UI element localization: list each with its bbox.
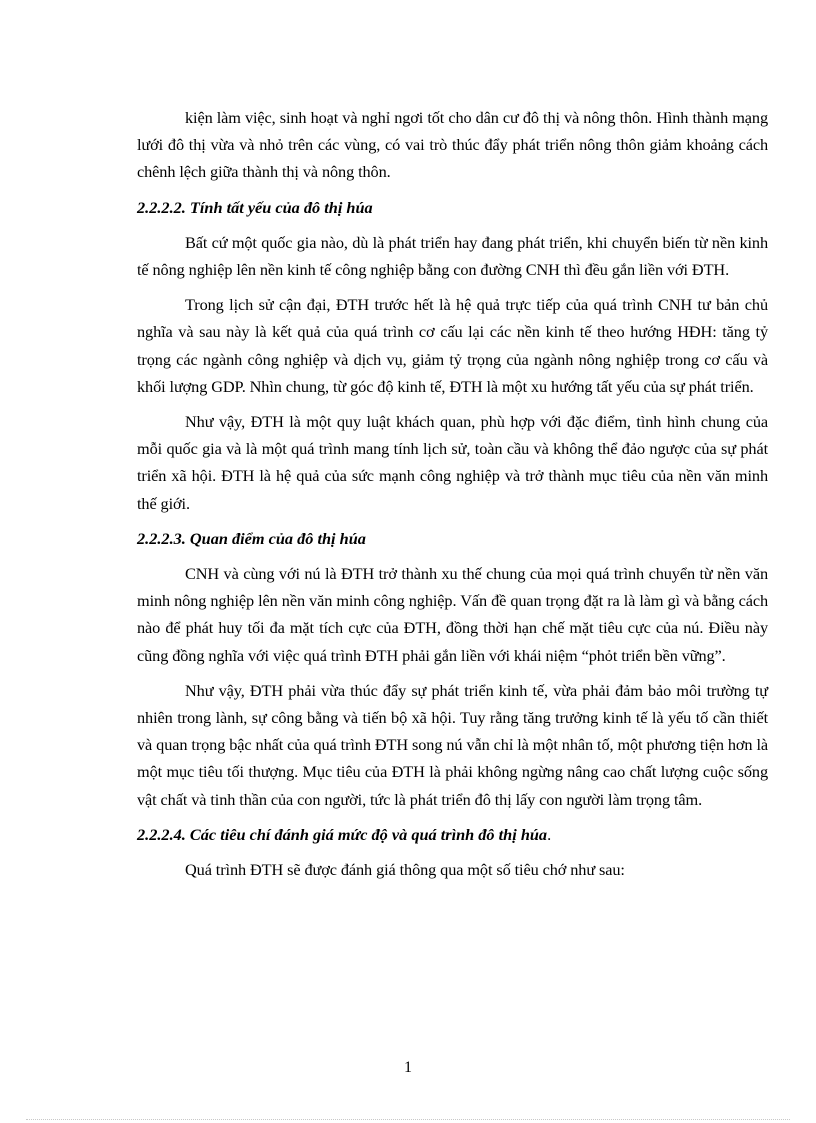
page-content	[137, 104, 768, 891]
paragraph-2: Bất cứ một quốc gia nào, dù là phát triển hay đang phát triển, khi chuyển biến từ nền kinh tế nông nghiệp lên nền kinh tế công nghiệp bằng con đường CNH thì đều gắn liền với ĐTH.	[137, 232, 768, 280]
paragraph-5: CNH và cùng với nú là ĐTH trở thành xu thế chung của mọi quá trình chuyển từ nền văn minh nông nghiệp lên nền văn minh công nghiệp. Vấn đề quan trọng đặt ra là làm gì và bằng cách nào để phát huy tối đa mặt tích cực của ĐTH, đồng thời hạn chế mặt tiêu cực của nú. Điều này cũng đồng nghĩa với việc quá trình ĐTH phải gắn liền với khái niệm “phỏt triển bền vững”.	[137, 564, 768, 665]
paragraph-3: Trong lịch sử cận đại, ĐTH trước hết là hệ quả trực tiếp của quá trình CNH tư bản chủ nghĩa và sau này là kết quả của quá trình cơ cấu lại các nền kinh tế theo hướng HĐH: tăng tỷ trọng các ngành công nghiệp và dịch vụ, giảm tỷ trọng của ngành nông nghiệp trong cơ cấu và khối lượng GDP. Nhìn chung, từ góc độ kinh tế, ĐTH là một xu hướng tất yếu của sự phát triển.	[137, 295, 768, 396]
page-number: 1	[404, 1059, 412, 1076]
paragraph-4: Như vậy, ĐTH là một quy luật khách quan, phù hợp với đặc điểm, tình hình chung của mỗi quốc gia và là một quá trình mang tính lịch sử, toàn cầu và không thể đảo ngược của sự phát triển xã hội. ĐTH là hệ quả của sức mạnh công nghiệp và trở thành mục tiêu của nền văn minh thế giới.	[137, 412, 768, 513]
heading-2-2-2-4-text: 2.2.2.4. Các tiêu chí đánh giá mức độ và quá trình đô thị húa	[137, 824, 548, 844]
heading-2-2-2-4-period: .	[547, 824, 552, 844]
paragraph-7: Quá trình ĐTH sẽ được đánh giá thông qua một số tiêu chớ như sau:	[185, 860, 625, 880]
paragraph-1: kiện làm việc, sinh hoạt và nghỉ ngơi tốt cho dân cư đô thị và nông thôn. Hình thành mạng lưới đô thị vừa và nhỏ trên các vùng, có vai trò thúc đẩy phát triển nông thôn giảm khoảng cách chênh lệch giữa thành thị và nông thôn.	[137, 108, 768, 182]
paragraph-6: Như vậy, ĐTH phải vừa thúc đẩy sự phát triển kinh tế, vừa phải đảm bảo môi trường tự nhiên trong lành, sự công bằng và tiến bộ xã hội. Tuy rằng tăng trưởng kinh tế là yếu tố cần thiết và quan trọng bậc nhất của quá trình ĐTH song nú vẫn chỉ là một nhân tố, một phương tiện hơn là một mục tiêu tối thượng. Mục tiêu của ĐTH là phải không ngừng nâng cao chất lượng cuộc sống vật chất và tinh thần của con người, tức là phát triển đô thị lấy con người làm trọng tâm.	[137, 680, 768, 809]
heading-2-2-2-3: 2.2.2.3. Quan điểm của đô thị húa	[137, 528, 366, 548]
heading-2-2-2-4	[137, 821, 768, 848]
page-bottom-divider	[26, 1119, 790, 1120]
heading-2-2-2-2: 2.2.2.2. Tính tất yếu của đô thị húa	[137, 197, 373, 217]
